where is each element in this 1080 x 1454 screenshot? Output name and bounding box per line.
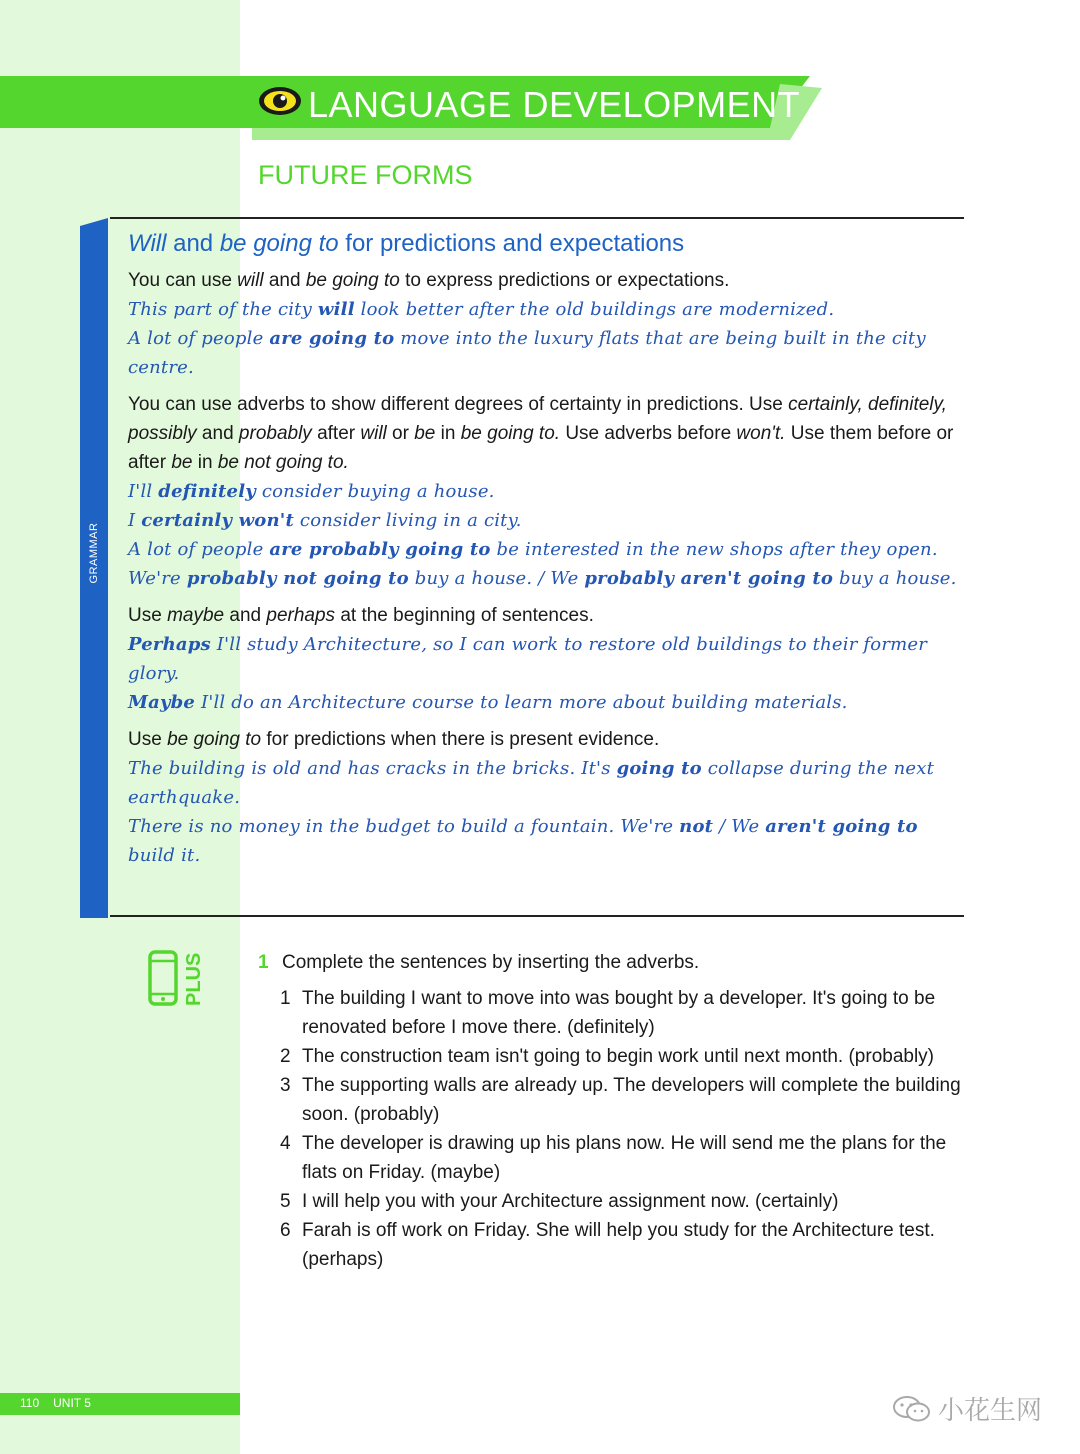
example-sentence: I'll definitely consider buying a house.: [128, 481, 495, 502]
list-item: 4 The developer is drawing up his plans now. He will send me the plans for the flats on Friday. (maybe): [280, 1133, 947, 1183]
example-sentence: There is no money in the budget to build a fountain. We're not / We aren't going to build it.: [128, 816, 918, 866]
example-sentence: Perhaps I'll study Architecture, so I can work to restore old buildings to their former glory.: [128, 634, 928, 684]
explanation: You can use will and be going to to express predictions or expectations.: [128, 270, 730, 291]
exercise: [258, 948, 968, 1274]
page-number: 110: [20, 1396, 40, 1410]
exercise-instruction: 1 Complete the sentences by inserting the adverbs.: [258, 952, 700, 973]
list-item: 1 The building I want to move into was bought by a developer. It's going to be renovated before I move there. (definitely): [280, 988, 936, 1038]
example-sentence: We're probably not going to buy a house. / We probably aren't going to buy a house.: [128, 568, 957, 589]
explanation: Use be going to for predictions when there is present evidence.: [128, 729, 660, 750]
watermark: 小花生网: [892, 1390, 1042, 1427]
page-title: LANGUAGE DEVELOPMENT: [308, 84, 801, 125]
example-sentence: A lot of people are going to move into the luxury flats that are being built in the city centre.: [128, 328, 926, 378]
explanation: You can use adverbs to show different degrees of certainty in predictions. Use certainly, definitely, possibly and probably after will or be in be going to. Use adverbs before won't. Use them before or after be in be not going to.: [128, 394, 954, 473]
example-sentence: Maybe I'll do an Architecture course to learn more about building materials.: [128, 692, 848, 713]
list-item: 6 Farah is off work on Friday. She will help you study for the Architecture test. (perhaps): [280, 1220, 935, 1270]
plus-phone-icon: [146, 948, 208, 1010]
unit-label: UNIT 5: [53, 1396, 91, 1410]
wechat-icon: [892, 1394, 932, 1424]
grammar-label: GRAMMAR: [88, 522, 100, 584]
section-title: FUTURE FORMS: [258, 160, 473, 190]
list-item: 5 I will help you with your Architecture assignment now. (certainly): [280, 1191, 839, 1212]
example-sentence: A lot of people are probably going to be interested in the new shops after they open.: [128, 539, 938, 560]
list-item: 3 The supporting walls are already up. The developers will complete the building soon. (probably): [280, 1075, 961, 1125]
exercise-items: [280, 984, 968, 1274]
explanation: Use maybe and perhaps at the beginning of sentences.: [128, 605, 594, 626]
example-sentence: I certainly won't consider living in a city.: [128, 510, 522, 531]
svg-text:PLUS: PLUS: [183, 952, 205, 1006]
list-item: 2 The construction team isn't going to begin work until next month. (probably): [280, 1046, 935, 1067]
grammar-box: [128, 230, 958, 870]
rule-heading: Will and be going to for predictions and expectations: [128, 230, 685, 257]
box-top-rule: [110, 217, 964, 219]
eye-icon: [258, 86, 302, 116]
example-sentence: The building is old and has cracks in the bricks. It's going to collapse during the next earthquake.: [128, 758, 935, 808]
box-bottom-rule: [110, 915, 964, 917]
footer: [20, 1396, 105, 1410]
example-sentence: This part of the city will look better after the old buildings are modernized.: [128, 299, 835, 320]
